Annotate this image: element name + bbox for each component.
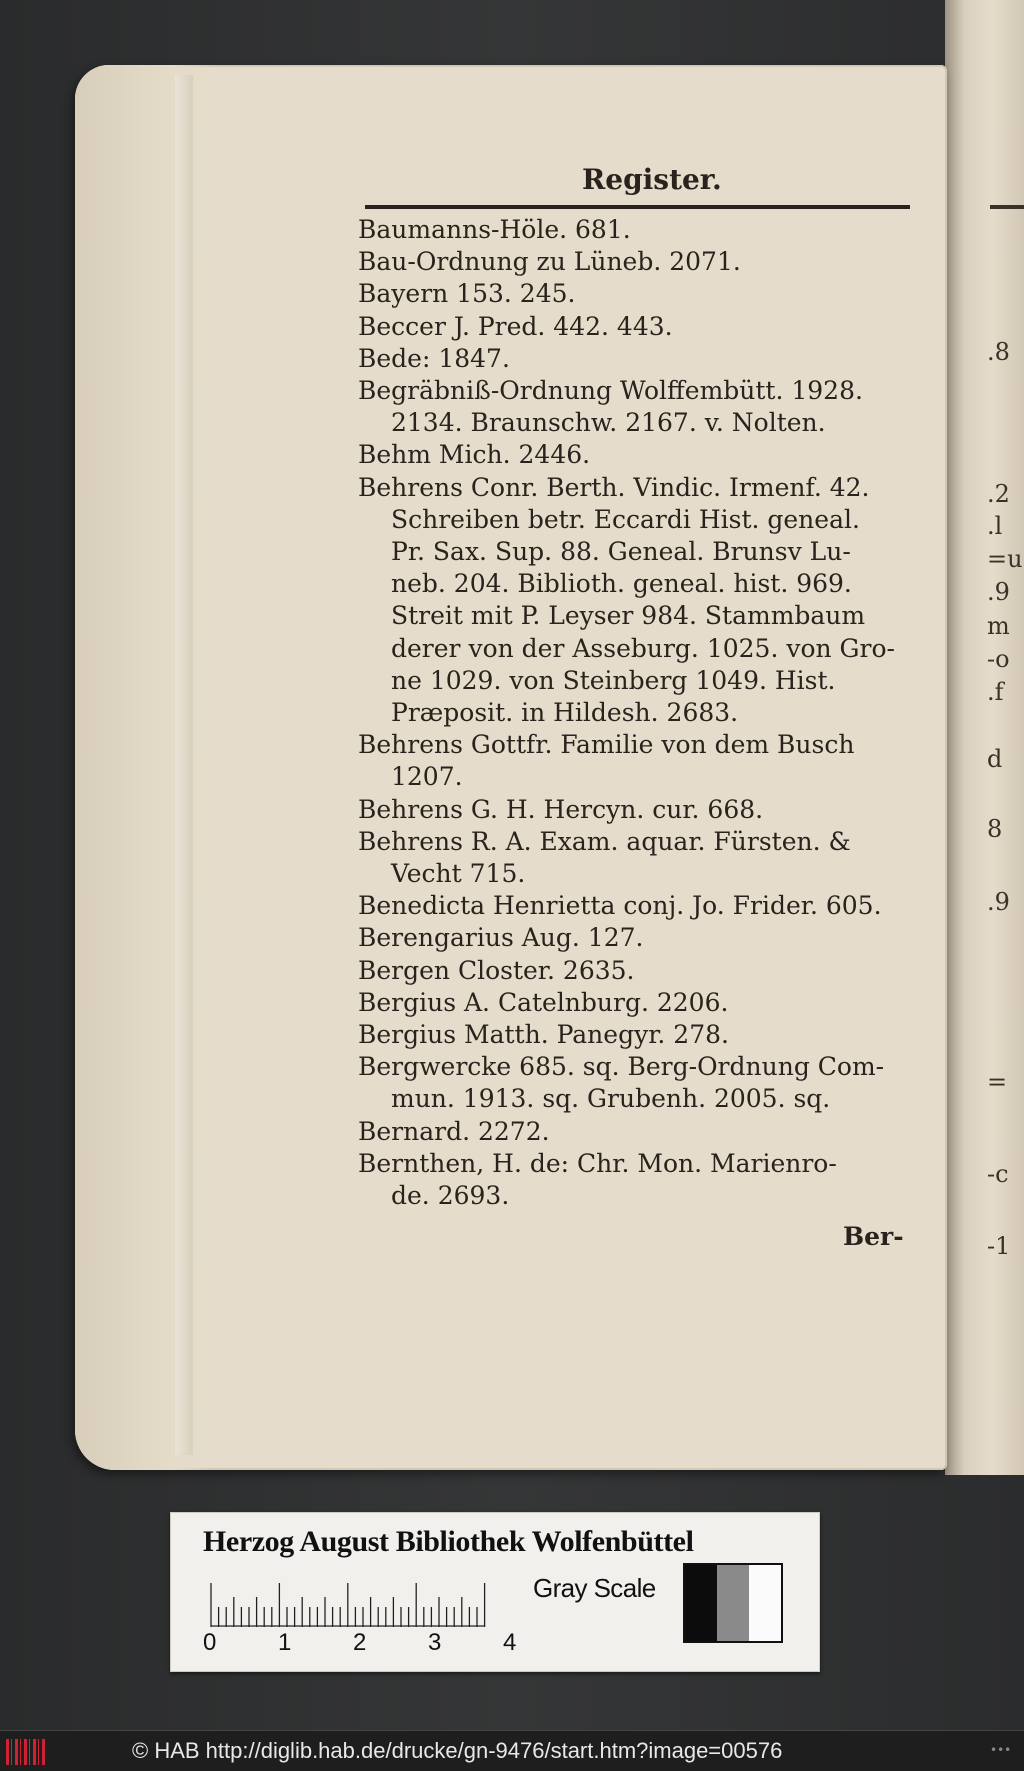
next-page-fragment: -o: [987, 645, 1010, 673]
next-page-fragment: .2: [987, 480, 1010, 508]
ruler-scale: [207, 1581, 507, 1627]
entry-line: Bergwercke 685. sq. Berg-Ordnung Com-: [358, 1052, 885, 1082]
page-header: Register.: [582, 163, 722, 196]
ruler-number: 3: [428, 1629, 442, 1656]
register-entry: [358, 311, 913, 343]
ruler-number: 2: [353, 1629, 367, 1656]
entry-line: 1207.: [391, 762, 463, 792]
entry-line: Præposit. in Hildesh. 2683.: [391, 698, 739, 728]
register-entry: [358, 214, 913, 246]
next-page-fragment: d: [987, 745, 1003, 773]
barcode-icon: [6, 1739, 46, 1765]
entry-line: Bergius A. Catelnburg. 2206.: [358, 987, 729, 1017]
color-scale-card: [170, 1512, 820, 1672]
next-page-fragment: .9: [987, 578, 1010, 606]
next-page-edge: [945, 0, 1024, 1475]
entry-line: Benedicta Henrietta conj. Jo. Frider. 605.: [358, 891, 882, 921]
footer-dots: •••: [990, 1743, 1012, 1757]
entry-line: Bayern 153. 245.: [358, 279, 576, 309]
entry-line: Bede: 1847.: [358, 343, 510, 373]
entry-line: Beccer J. Pred. 442. 443.: [358, 311, 673, 341]
register-entry: [358, 922, 913, 954]
ruler-number: 0: [203, 1629, 217, 1656]
register-entry: [358, 375, 913, 439]
register-entry: [358, 987, 913, 1019]
next-page-fragment: -c: [987, 1160, 1009, 1188]
register-entry: [358, 1148, 913, 1212]
register-entry: [358, 472, 913, 730]
entry-line: ne 1029. von Steinberg 1049. Hist.: [391, 665, 836, 695]
entry-line: Bau-Ordnung zu Lüneb. 2071.: [358, 247, 741, 277]
entry-line: Pr. Sax. Sup. 88. Geneal. Brunsv Lu-: [391, 537, 851, 567]
next-page-fragment: =u: [987, 545, 1023, 573]
entry-line: 2134. Braunschw. 2167. v. Nolten.: [391, 408, 826, 438]
entry-line: Bergius Matth. Panegyr. 278.: [358, 1020, 729, 1050]
next-page-fragment: .l: [987, 512, 1003, 540]
gray-swatches: [683, 1563, 783, 1643]
register-entry: [358, 1019, 913, 1051]
entry-line: Streit mit P. Leyser 984. Stammbaum: [391, 601, 866, 631]
register-entry: [358, 246, 913, 278]
register-entry: [358, 278, 913, 310]
register-entry: [358, 343, 913, 375]
library-name: Herzog August Bibliothek Wolfenbüttel: [203, 1525, 694, 1558]
gray-swatch: [717, 1565, 749, 1641]
ruler-number: 4: [503, 1629, 517, 1656]
register-entries: [358, 214, 913, 1212]
register-entry: [358, 794, 913, 826]
gray-scale-label: Gray Scale: [533, 1573, 656, 1603]
next-page-fragment: .9: [987, 888, 1010, 916]
register-entry: [358, 890, 913, 922]
next-page-fragment: -1: [987, 1232, 1011, 1260]
register-entry: [358, 826, 913, 890]
next-page-header-rule: [990, 205, 1024, 209]
register-entry: [358, 955, 913, 987]
next-page-fragment: =: [987, 1068, 1008, 1096]
header-rule: [365, 205, 910, 209]
next-page-fragment: .8: [987, 338, 1010, 366]
entry-line: Vecht 715.: [391, 859, 526, 889]
entry-line: mun. 1913. sq. Grubenh. 2005. sq.: [391, 1084, 831, 1114]
entry-line: Behrens R. A. Exam. aquar. Fürsten. &: [358, 826, 851, 856]
next-page-fragment: m: [987, 612, 1010, 640]
entry-line: Berengarius Aug. 127.: [358, 923, 644, 953]
register-entry: [358, 1051, 913, 1115]
entry-line: neb. 204. Biblioth. geneal. hist. 969.: [391, 569, 852, 599]
entry-line: Behrens Gottfr. Familie von dem Busch: [358, 730, 855, 760]
footer-url[interactable]: © HAB http://diglib.hab.de/drucke/gn-9476/start.htm?image=00576: [132, 1738, 783, 1763]
entry-line: derer von der Asseburg. 1025. von Gro-: [391, 633, 895, 663]
entry-line: Baumanns-Höle. 681.: [358, 215, 631, 244]
entry-line: Begräbniß-Ordnung Wolffembütt. 1928.: [358, 376, 863, 406]
catchword: Ber-: [843, 1222, 904, 1251]
register-entry: [358, 1116, 913, 1148]
entry-line: Bernthen, H. de: Chr. Mon. Marienro-: [358, 1148, 837, 1178]
entry-line: de. 2693.: [391, 1181, 510, 1211]
entry-line: Schreiben betr. Eccardi Hist. geneal.: [391, 504, 860, 534]
entry-line: Bernard. 2272.: [358, 1116, 550, 1146]
register-entry: [358, 729, 913, 793]
footer-bar: [0, 1730, 1024, 1771]
entry-line: Behrens G. H. Hercyn. cur. 668.: [358, 794, 764, 824]
entry-line: Behrens Conr. Berth. Vindic. Irmenf. 42.: [358, 472, 870, 502]
gray-swatch: [749, 1565, 781, 1641]
next-page-fragment: 8: [987, 815, 1003, 843]
gray-swatch: [685, 1565, 717, 1641]
ruler-number: 1: [278, 1629, 292, 1656]
next-page-fragment: .f: [987, 678, 1004, 706]
entry-line: Behm Mich. 2446.: [358, 440, 591, 470]
entry-line: Bergen Closter. 2635.: [358, 955, 635, 985]
register-entry: [358, 439, 913, 471]
